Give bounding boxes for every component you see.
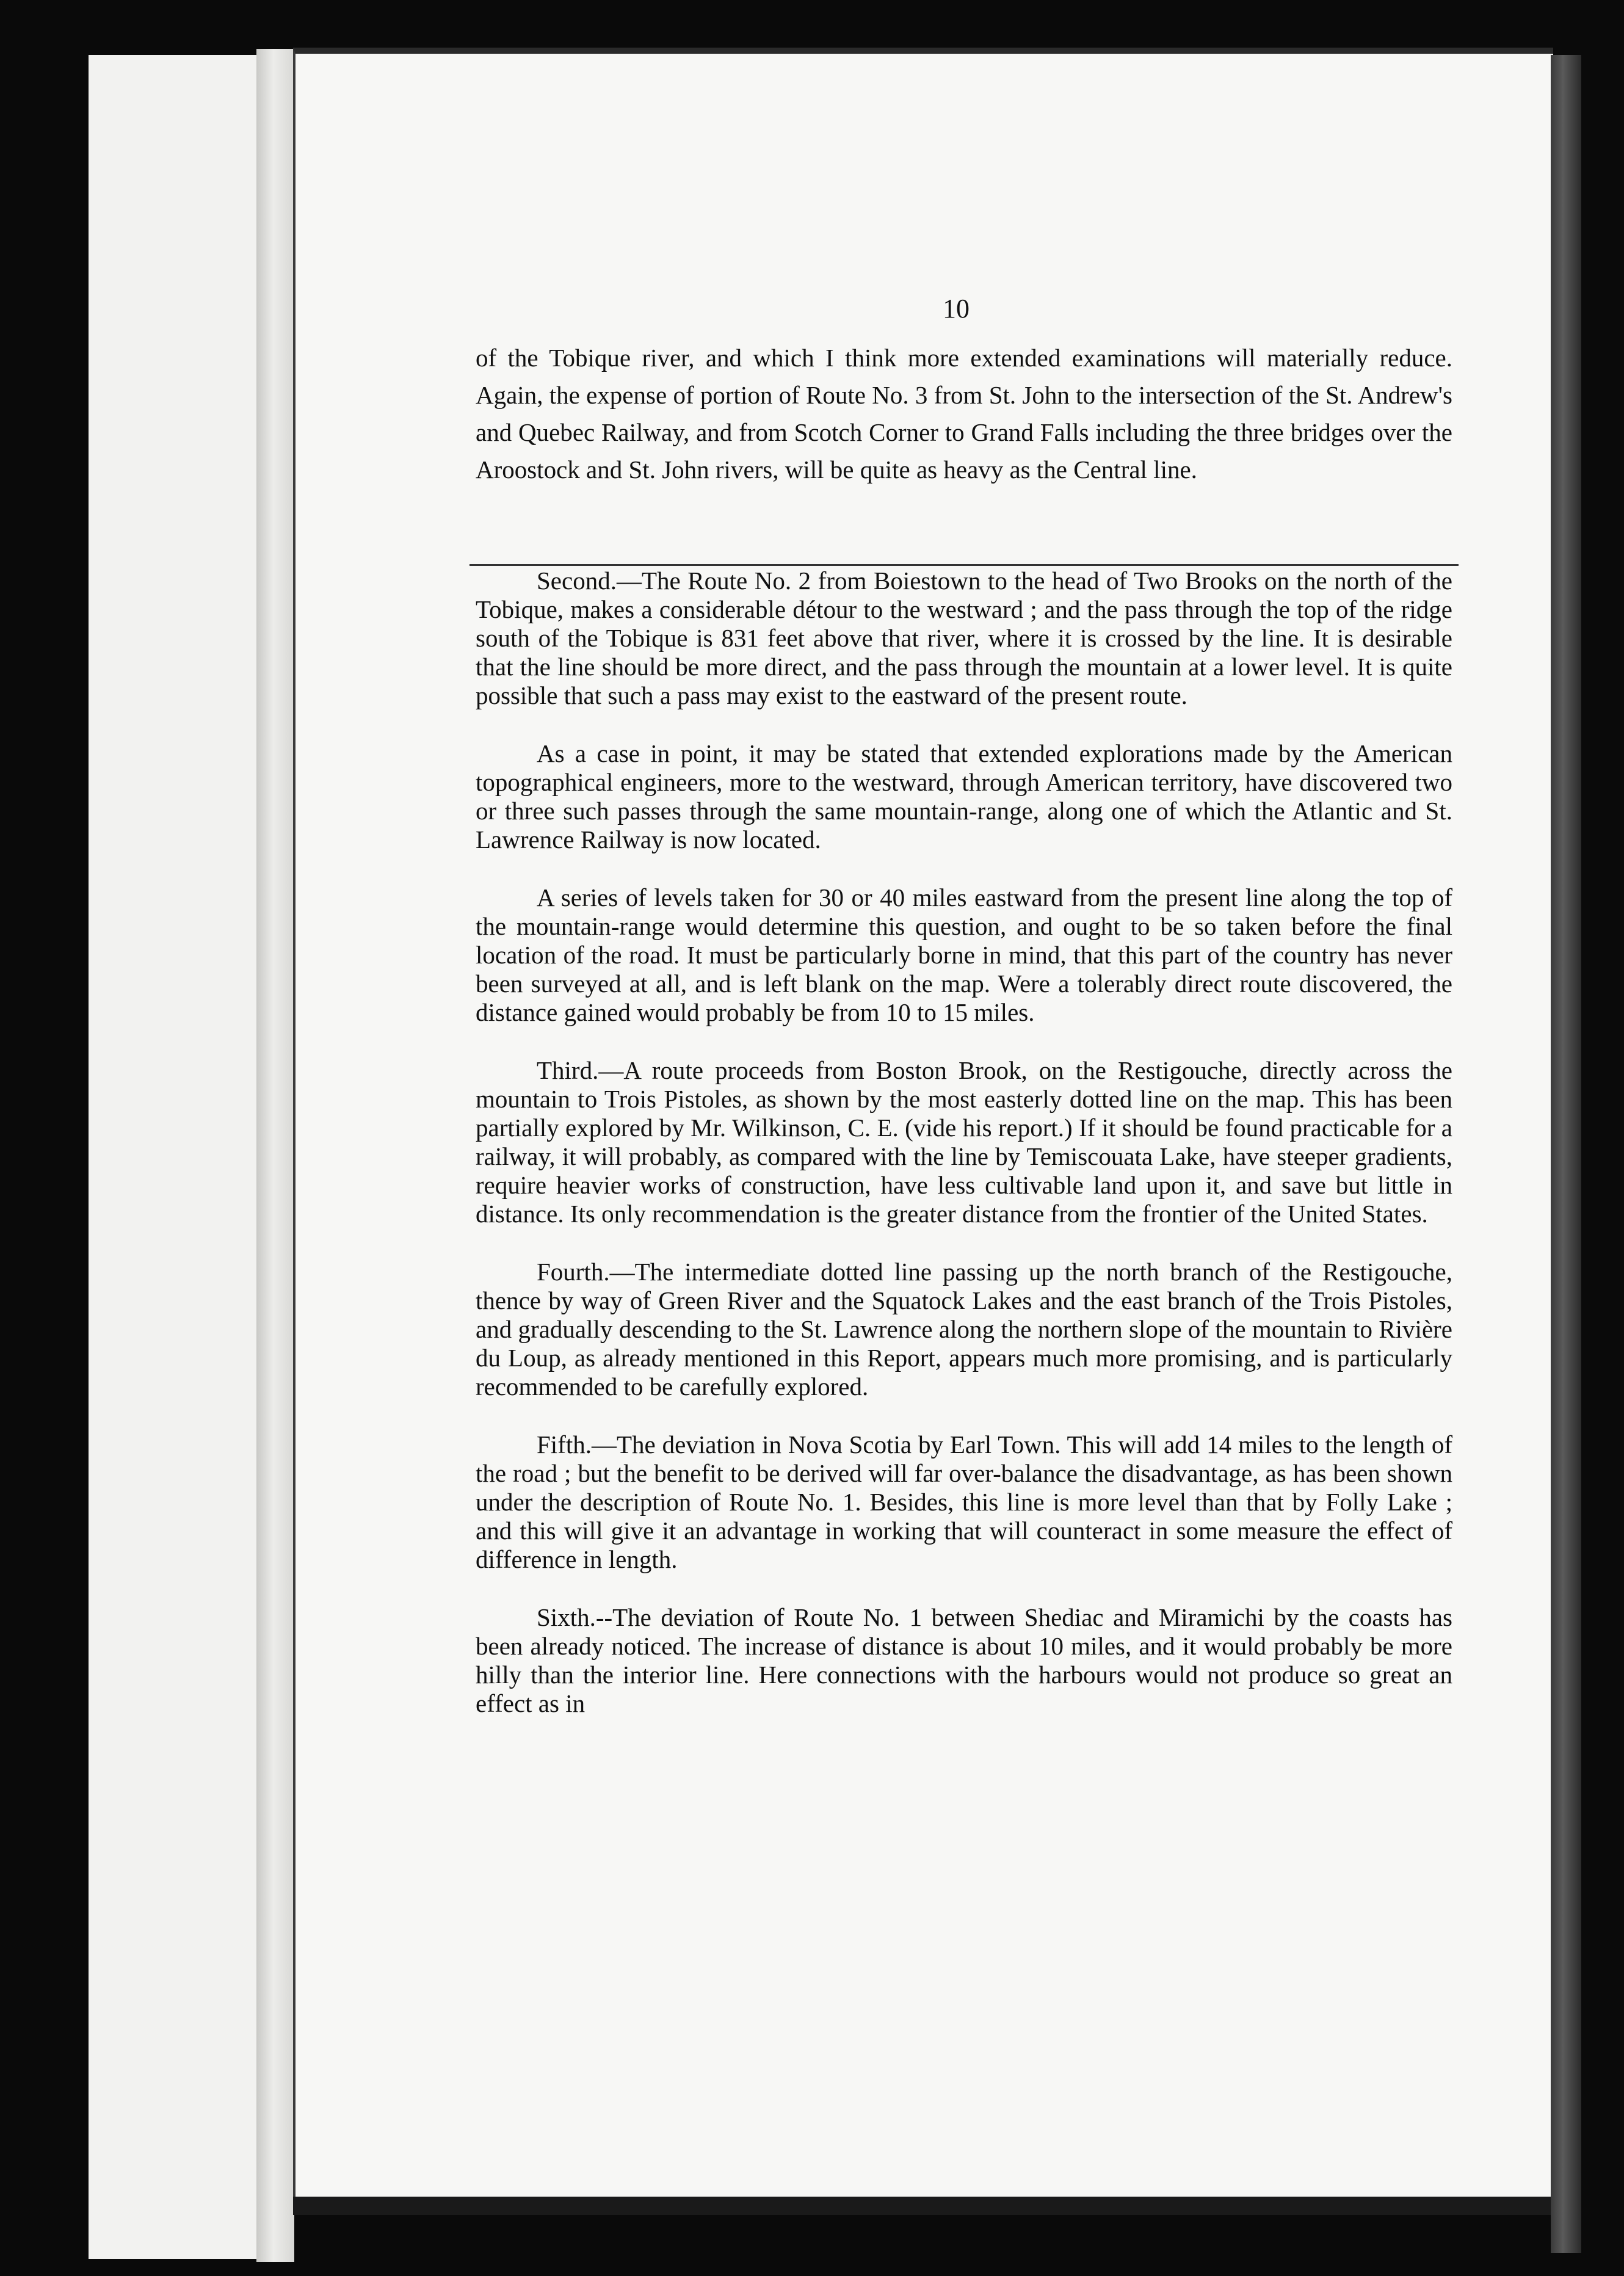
paragraph-fifth: Fifth.—The deviation in Nova Scotia by Earl Town. This will add 14 miles to the length of the road ; but the benefit to be derived will far over-balance the disadvantage, as has been shown under the description of Route No. 1. Besides, this line is more level than that by Folly Lake ; and this will give it an advantage in working that will counteract in some measure the effect of difference in length. bbox=[476, 1430, 1452, 1573]
paragraph-third: Third.—A route proceeds from Boston Brook, on the Restigouche, directly across the mountain to Trois Pistoles, as shown by the most easterly dotted line on the map. This has been partially explored by Mr. Wilkinson, C. E. (vide his report.) If it should be found practicable for a railway, it will probably, as compared with the line by Temiscouata Lake, have steeper gradients, require heavier works of construction, have less cultivable land upon it, and save but little in distance. Its only recommendation is the greater distance from the frontier of the United States. bbox=[476, 1056, 1452, 1228]
page-fold bbox=[256, 49, 294, 2262]
paragraph-second: Second.—The Route No. 2 from Boiestown to the head of Two Brooks on the north of the Tobique, makes a considerable détour to the westward ; and the pass through the top of the ridge south of the Tobique is 831 feet above that river, where it is crossed by the line. It is desirable that the line should be more direct, and the pass through the mountain at a lower level. It is quite possible that such a pass may exist to the eastward of the present route. bbox=[476, 567, 1452, 709]
right-page-edge bbox=[1551, 55, 1581, 2253]
paragraph-fourth: Fourth.—The intermediate dotted line passing up the north branch of the Restigouche, thence by way of Green River and the Squatock Lakes and the east branch of the Trois Pistoles, and gradually descending to the St. Lawrence along the northern slope of the mountain to Rivière du Loup, as already mentioned in this Report, appears much more promising, and is particularly recommended to be carefully explored. bbox=[476, 1258, 1452, 1401]
document-page bbox=[293, 48, 1553, 2197]
paragraph-series-of-levels: A series of levels taken for 30 or 40 miles eastward from the present line along the top of the mountain-range would determine this question, and ought to be so taken before the final location of the road. It must be particularly borne in mind, that this part of the country has never been surveyed at all, and is left blank on the map. Were a tolerably direct route discovered, the distance gained would probably be from 10 to 15 miles. bbox=[476, 883, 1452, 1026]
paragraph-continuation: of the Tobique river, and which I think more extended examinations will materially reduce. Again, the expense of portion of Route No. 3 from St. John to the intersection of the St. Andrew's and Quebec Railway, and from Scotch Corner to Grand Falls including the three bridges over the Aroostock and St. John rivers, will be quite as heavy as the Central line. bbox=[476, 344, 1452, 484]
left-margin-strip bbox=[89, 55, 266, 2259]
paragraph-case-in-point: As a case in point, it may be stated that extended explorations made by the American topographical engineers, more to the westward, through American territory, have discovered two or three such passes through the same mountain-range, along one of which the Atlantic and St. Lawrence Railway is now located. bbox=[476, 739, 1452, 853]
bottom-page-edge bbox=[293, 2197, 1551, 2215]
body-text bbox=[476, 567, 1452, 1747]
section-divider bbox=[469, 564, 1459, 566]
page-number: 10 bbox=[943, 294, 970, 324]
continuation-paragraph bbox=[476, 339, 1452, 518]
paragraph-sixth: Sixth.--The deviation of Route No. 1 between Shediac and Miramichi by the coasts has been already noticed. The increase of distance is about 10 miles, and it would probably be more hilly than the interior line. Here connections with the harbours would not produce so great an effect as in bbox=[476, 1603, 1452, 1717]
